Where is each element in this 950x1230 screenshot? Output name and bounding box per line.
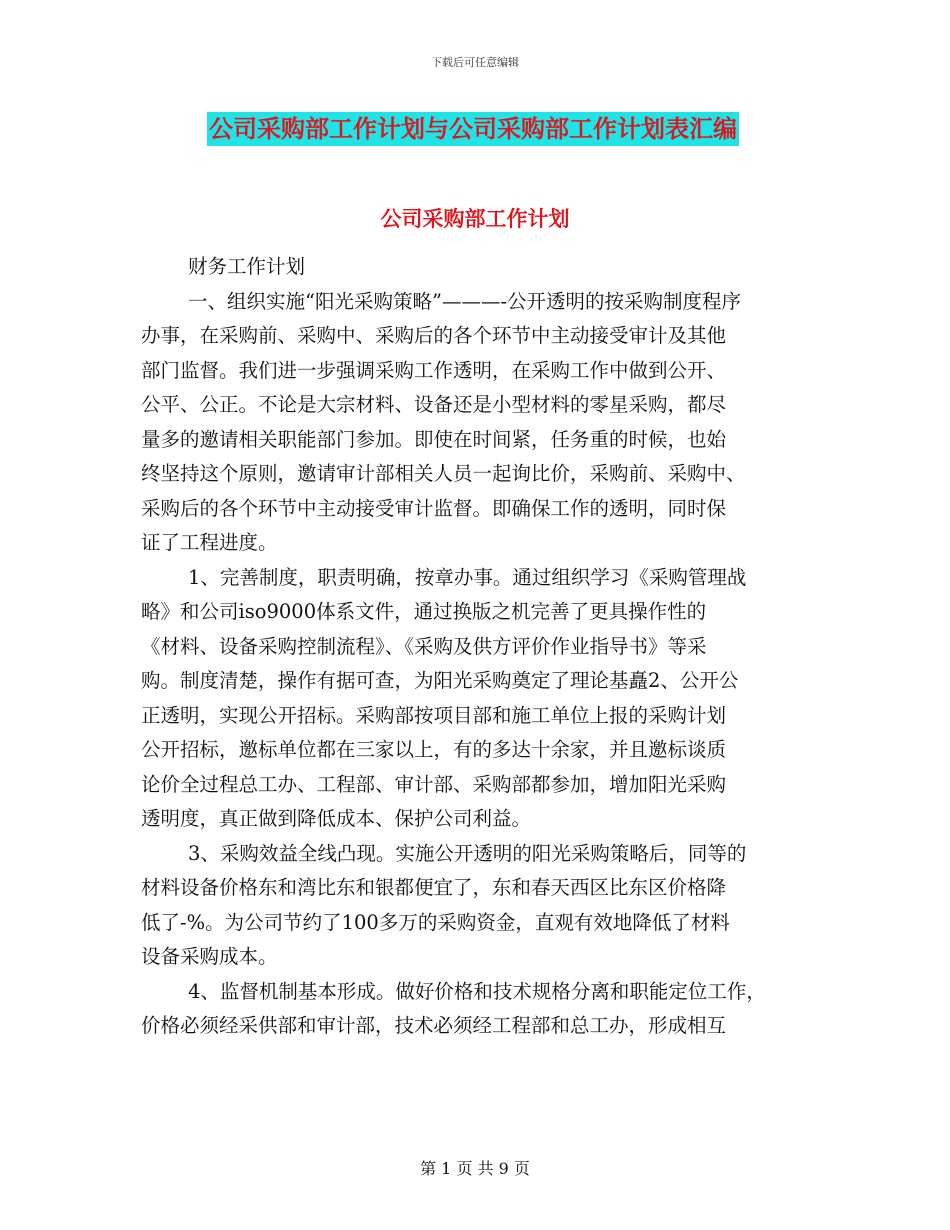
- paragraph-line: 办事，在采购前、采购中、采购后的各个环节中主动接受审计及其他: [141, 324, 727, 347]
- paragraph-line: 价格必须经采供部和审计部，技术必须经工程部和总工办，形成相互: [141, 1014, 727, 1037]
- paragraph-line: 略》和公司iso9000体系文件，通过换版之机完善了更具操作性的: [141, 600, 707, 623]
- paragraph-line: 量多的邀请相关职能部门参加。即使在时间紧，任务重的时候，也始: [141, 427, 727, 451]
- paragraph-line: 材料设备价格东和湾比东和银都便宜了，东和春天西区比东区价格降: [141, 876, 727, 899]
- body-text: [141, 250, 821, 1044]
- section-title: 公司采购部工作计划: [380, 207, 570, 231]
- paragraph-line: 低了-%。为公司节约了100多万的采购资金，直观有效地降低了材料: [141, 910, 730, 934]
- paragraph-line: 财务工作计划: [188, 255, 306, 278]
- paragraph-line: 购。制度清楚，操作有据可查，为阳光采购奠定了理论基矗2、公开公: [141, 669, 739, 692]
- paragraph-line: 部门监督。我们进一步强调采购工作透明，在采购工作中做到公开、: [141, 358, 727, 382]
- header-note: 下载后可任意编辑: [431, 56, 519, 69]
- paragraph-line: 一、组织实施“阳光采购策略”———-公开透明的按采购制度程序: [188, 289, 742, 313]
- paragraph-line: 正透明，实现公开招标。采购部按项目部和施工单位上报的采购计划: [141, 703, 727, 727]
- paragraph-line: 4、监督机制基本形成。做好价格和技术规格分离和职能定位工作，: [188, 979, 766, 1003]
- paragraph-line: 公开招标，邀标单位都在三家以上，有的多达十余家，并且邀标谈质: [141, 738, 727, 761]
- paragraph-line: 设备采购成本。: [141, 945, 278, 968]
- paragraph-line: 透明度，真正做到降低成本、保护公司利益。: [141, 807, 532, 830]
- page-footer: 第 1 页 共 9 页: [420, 1159, 530, 1178]
- document-title: 公司采购部工作计划与公司采购部工作计划表汇编: [207, 112, 739, 146]
- paragraph-line: 1、完善制度，职责明确，按章办事。通过组织学习《采购管理战: [188, 565, 747, 589]
- paragraph-line: 公平、公正。不论是大宗材料、设备还是小型材料的零星采购，都尽: [141, 393, 727, 416]
- paragraph-line: 证了工程进度。: [141, 531, 278, 554]
- paragraph-line: 采购后的各个环节中主动接受审计监督。即确保工作的透明，同时保: [141, 496, 727, 520]
- paragraph-line: 3、采购效益全线凸现。实施公开透明的阳光采购策略后，同等的: [188, 841, 747, 865]
- paragraph-line: 《材料、设备采购控制流程》、《采购及供方评价作业指导书》等采: [141, 634, 707, 658]
- paragraph-line: 论价全过程总工办、工程部、审计部、采购部都参加，增加阳光采购: [141, 772, 727, 796]
- paragraph-line: 终坚持这个原则，邀请审计部相关人员一起询比价，采购前、采购中、: [141, 462, 746, 485]
